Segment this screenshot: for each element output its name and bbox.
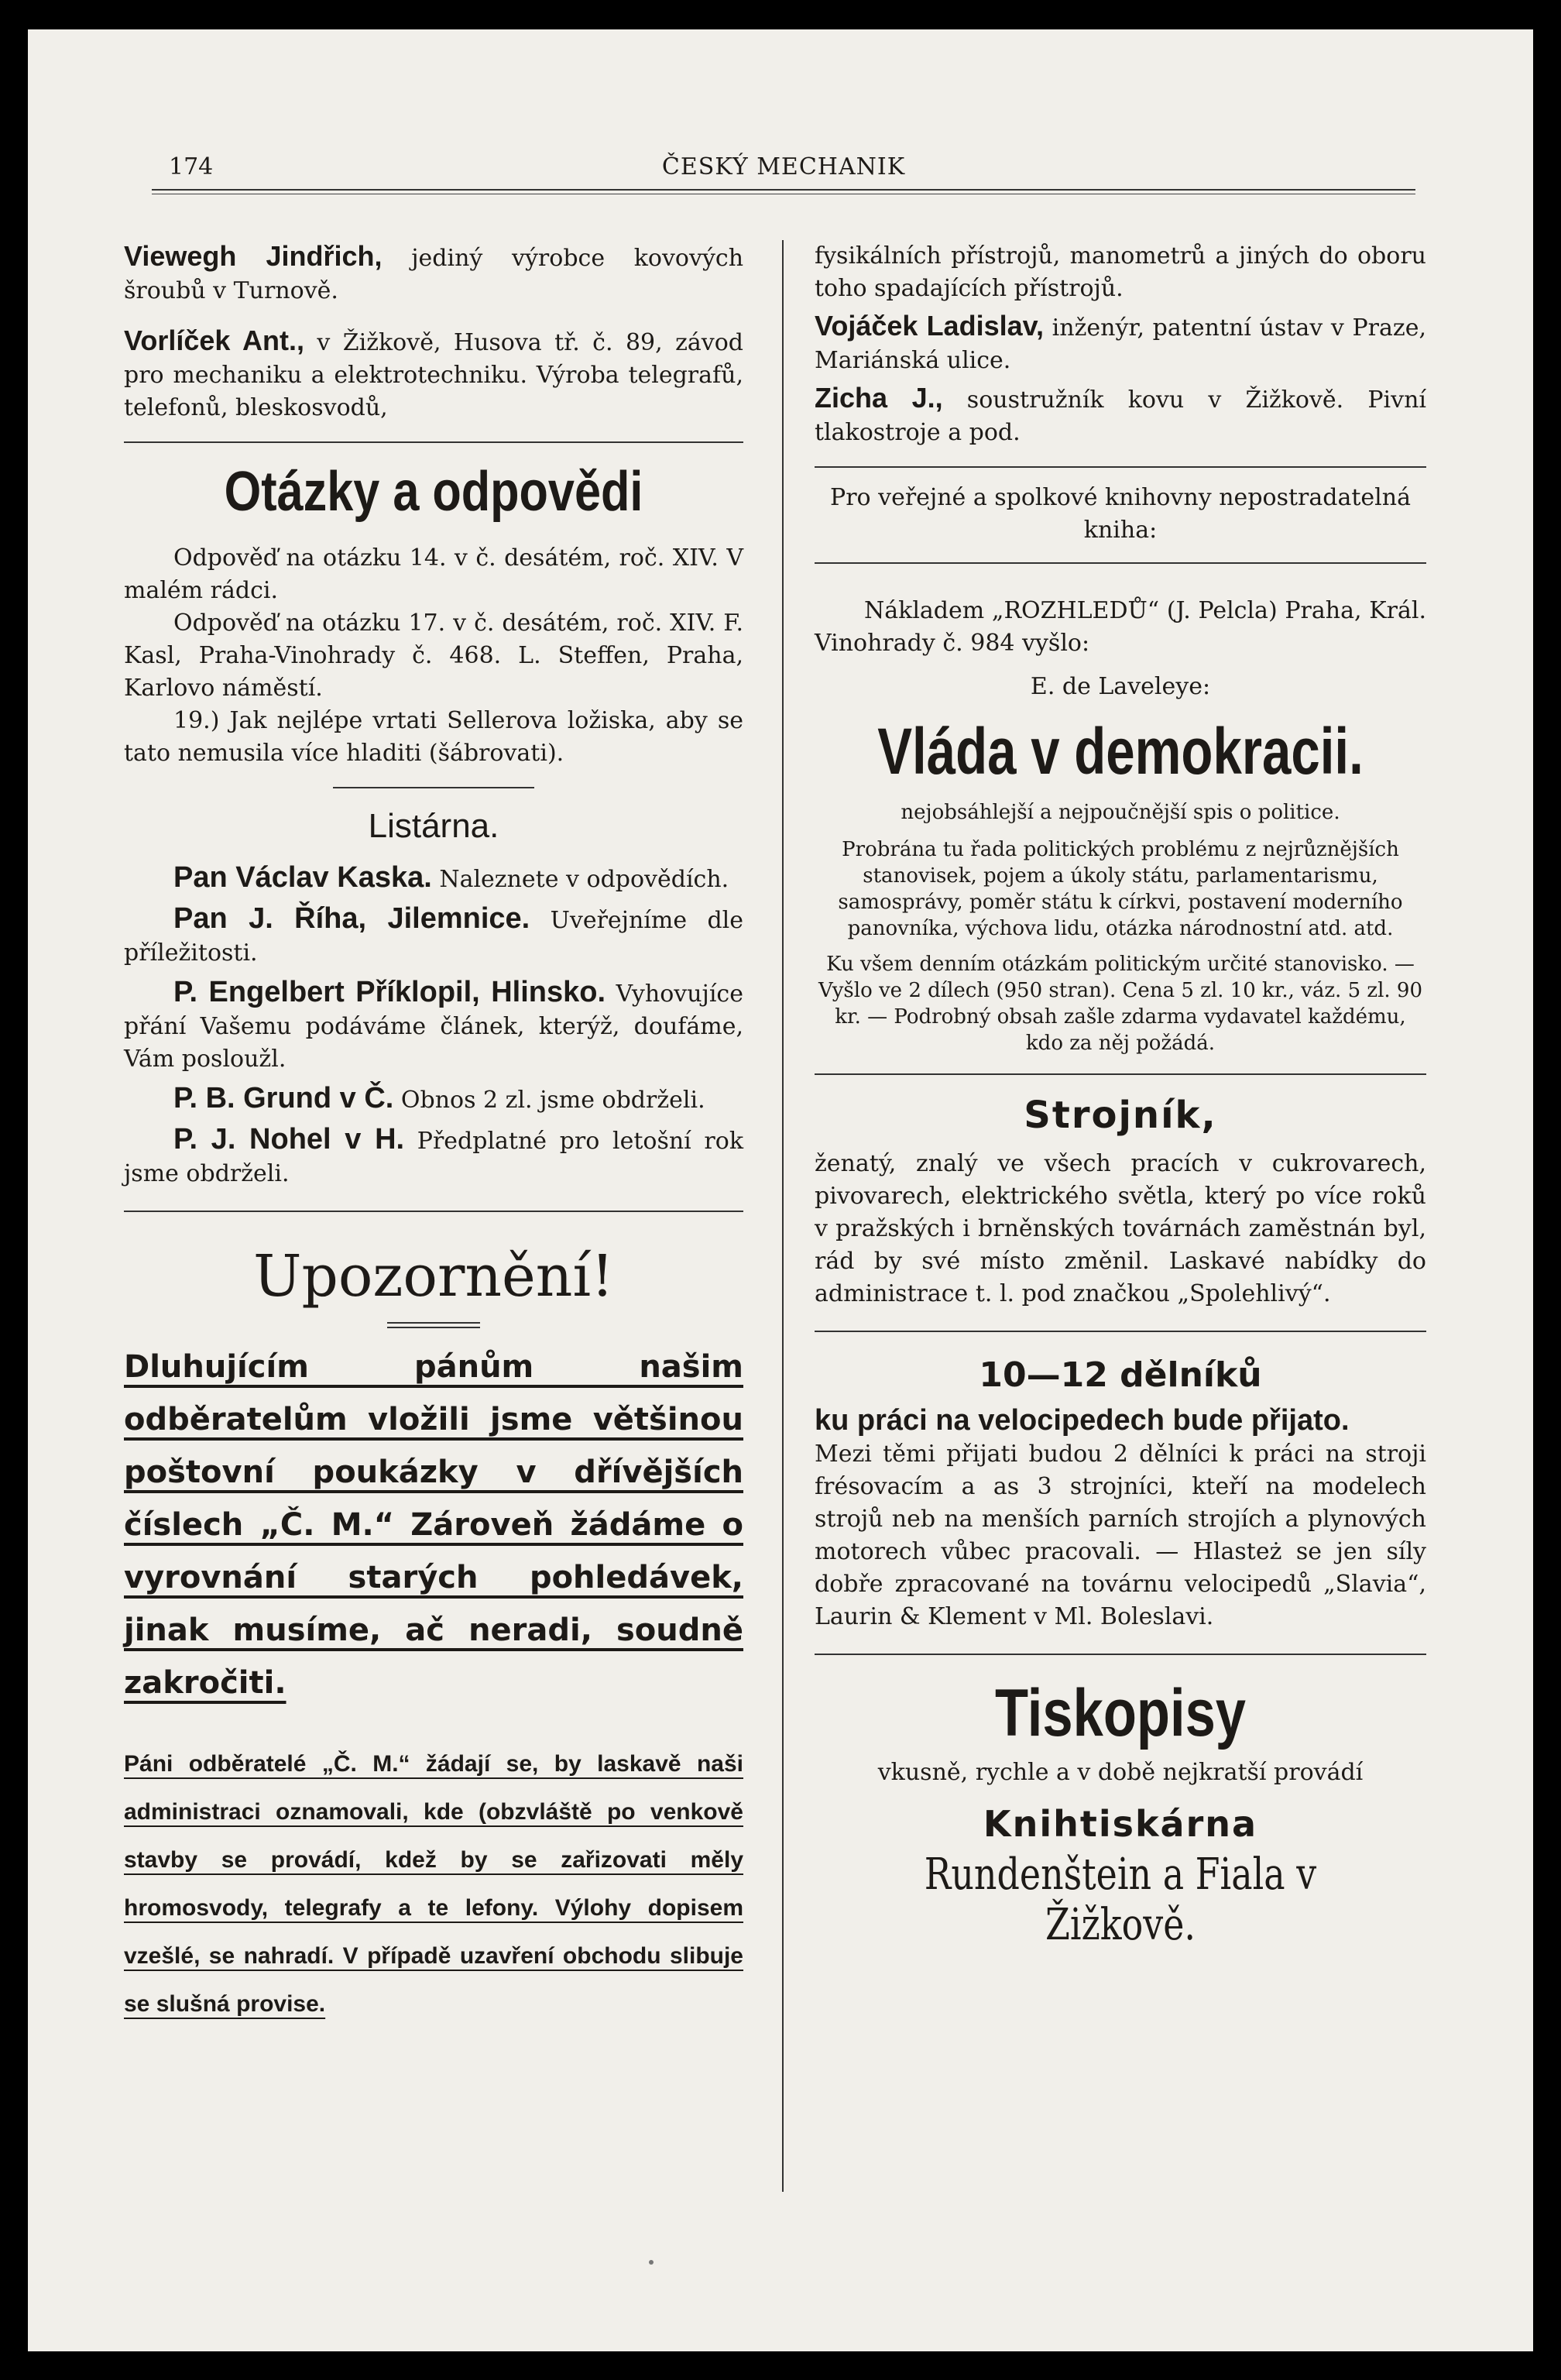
listarna-text: Předplatné pro letošní rok jsme obdrželi. <box>124 1128 743 1187</box>
listarna-text: Vyhovujíce přání Vašemu podáváme článek, kterýž, doufáme, Vám posloužl. <box>124 981 743 1073</box>
delniku-text: Mezi těmi přijati budou 2 dělníci k práci na stroji frésovacím a as 3 strojníci, kteří na modelech strojů neb na menších parních strojích a plynových motorech vůbec pracovali. — Hlasteż se jen síly dobře zpracované na továrnu velocipedů „Slavia“, Laurin & Klement v Ml. Boleslavi. <box>815 1441 1426 1630</box>
listarna-name: Pan Václav Kaska. <box>173 861 432 894</box>
heading-delniku: 10—12 dělníků <box>979 1355 1262 1395</box>
answer-17: Odpověď na otázku 17. v č. desátém, roč. XIV. F. Kasl, Praha-Vinohrady č. 468. L. Steffen, Praha, Karlovo náměstí. <box>124 610 743 702</box>
book-description: Probrána tu řada politických problému z nejrůznějších stanovisek, pojem a úkoly státu, parlamentarismu, samosprávy, poměr státu k církvi, postavení moderního panovníka, výchova lidu, otázka národnostní atd. atd. <box>838 838 1403 940</box>
listarna-text: Uveřejníme dle příležitosti. <box>124 907 743 967</box>
ad-text: soustružník kovu v Žižkově. Pivní tlakostroje a pod. <box>815 386 1426 446</box>
heading-strojnik: Strojník, <box>1024 1094 1217 1137</box>
books-intro: Pro veřejné a spolkové knihovny nepostradatelná kniha: <box>830 484 1411 544</box>
column-divider <box>782 240 784 2192</box>
left-column <box>124 240 743 2028</box>
ad-name: Viewegh Jindřich, <box>124 240 383 272</box>
book-subtitle: nejobsáhlejší a nejpoučnější spis o politice. <box>901 801 1340 824</box>
ad-zicha <box>815 382 1426 449</box>
books-author: E. de Laveleye: <box>1030 673 1211 700</box>
book-title: Vláda v demokracii. <box>877 715 1364 788</box>
question-19: 19.) Jak nejlépe vrtati Sellerova ložiska, aby se tato nemusila více hladiti (šábrovati). <box>124 707 743 767</box>
section-rule <box>815 1654 1426 1655</box>
section-rule <box>124 441 743 443</box>
journal-title: ČESKÝ MECHANIK <box>661 153 906 180</box>
ad-vojacek <box>815 310 1426 377</box>
answer-14: Odpověď na otázku 14. v č. desátém, roč. XIV. V malém rádci. <box>124 544 743 604</box>
double-rule <box>387 1322 480 1328</box>
heading-knihtiskarna: Knihtiskárna <box>983 1803 1258 1845</box>
listarna-text: Obnos 2 zl. jsme obdrželi. <box>393 1087 705 1114</box>
strojnik-text: ženatý, znalý ve všech pracích v cukrovarech, pivovarech, elektrického světla, který po více roků v pražských i brněnských továrnách zaměstnán byl, rád by své místo změnil. Laskavé nabídky do administrace t. l. pod značkou „Spolehlivý“. <box>815 1150 1426 1307</box>
section-heading-listarna: Listárna. <box>368 807 499 845</box>
section-rule <box>815 1331 1426 1332</box>
section-rule <box>815 1073 1426 1075</box>
ad-text: inženýr, patentní ústav v Praze, Mariánská ulice. <box>815 314 1427 374</box>
ad-name: Zicha J., <box>815 382 943 414</box>
ad-name: Vojáček Ladislav, <box>815 310 1044 342</box>
ad-viewegh <box>124 240 743 307</box>
page-number: 174 <box>169 153 214 180</box>
notice-debtors: Dluhujícím pánům našim odběratelům vložili jsme většinou poštovní poukázky v dřívějších číslech „Č. M.“ Zároveň žádáme o vyrovnání starých pohledávek, jinak musíme, ač neradi, soudně zakročiti. <box>124 1349 743 1701</box>
listarna-item <box>124 1082 743 1117</box>
section-heading-upozorneni: Upozornění! <box>253 1243 614 1310</box>
section-rule <box>124 1211 743 1212</box>
ad-name: Vorlíček Ant., <box>124 325 304 356</box>
listarna-item <box>124 861 743 896</box>
section-rule <box>815 466 1426 468</box>
listarna-name: Pan J. Říha, Jilemnice. <box>173 902 530 935</box>
listarna-item <box>124 976 743 1076</box>
printer-firm: Rundenštein a Fiala v Žižkově. <box>924 1849 1317 1950</box>
notice-subscribers: Páni odběratelé „Č. M.“ žádají se, by laskavě naši administraci oznamovali, kde (obzvláště po venkově stavby se provádí, kdež by se zařizovati měly hromosvody, telegrafy a te lefony. Výlohy dopisem vzešlé, se nahradí. V případě uzavření obchodu slibuje se slušná provise. <box>124 1751 743 2017</box>
ink-speck <box>649 2260 654 2265</box>
heading-tiskopisy: Tiskopisy <box>994 1676 1247 1750</box>
ad-vorlicek <box>124 325 743 424</box>
book-details: Ku všem denním otázkám politickým určité stanovisko. — Vyšlo ve 2 dílech (950 stran). Cena 5 zl. 10 kr., váz. 5 zl. 90 kr. — Podrobný obsah zašle zdarma vydavatel každému, kdo za něj požádá. <box>818 953 1422 1055</box>
ad-text: jediný výrobce kovových šroubů v Turnově. <box>124 245 744 304</box>
section-rule <box>815 562 1426 564</box>
right-column <box>815 240 1426 1950</box>
header-rule <box>152 189 1415 191</box>
listarna-name: P. Engelbert Příklopil, Hlinsko. <box>173 976 606 1008</box>
ad-continuation: fysikálních přístrojů, manometrů a jiných do oboru toho spadajících přístrojů. <box>815 242 1426 302</box>
listarna-item <box>124 902 743 970</box>
running-header <box>152 124 1415 180</box>
delniku-lead: ku práci na velocipedech bude přijato. <box>815 1404 1350 1437</box>
section-heading-otazky: Otázky a odpovědi <box>224 461 643 523</box>
listarna-item <box>124 1123 743 1190</box>
ad-text: v Žižkově, Husova tř. č. 89, závod pro mechaniku a elektrotechniku. Výroba telegrafů, telefonů, bleskosvodů, <box>124 329 743 421</box>
listarna-text: Naleznete v odpovědích. <box>431 866 729 893</box>
books-publisher: Nákladem „ROZHLEDŮ“ (J. Pelcla) Praha, Král. Vinohrady č. 984 vyšlo: <box>815 597 1426 657</box>
listarna-name: P. B. Grund v Č. <box>173 1082 394 1114</box>
tiskopisy-text: vkusně, rychle a v době nejkratší provádí <box>877 1759 1364 1786</box>
section-rule <box>333 787 534 788</box>
listarna-name: P. J. Nohel v H. <box>173 1123 405 1156</box>
